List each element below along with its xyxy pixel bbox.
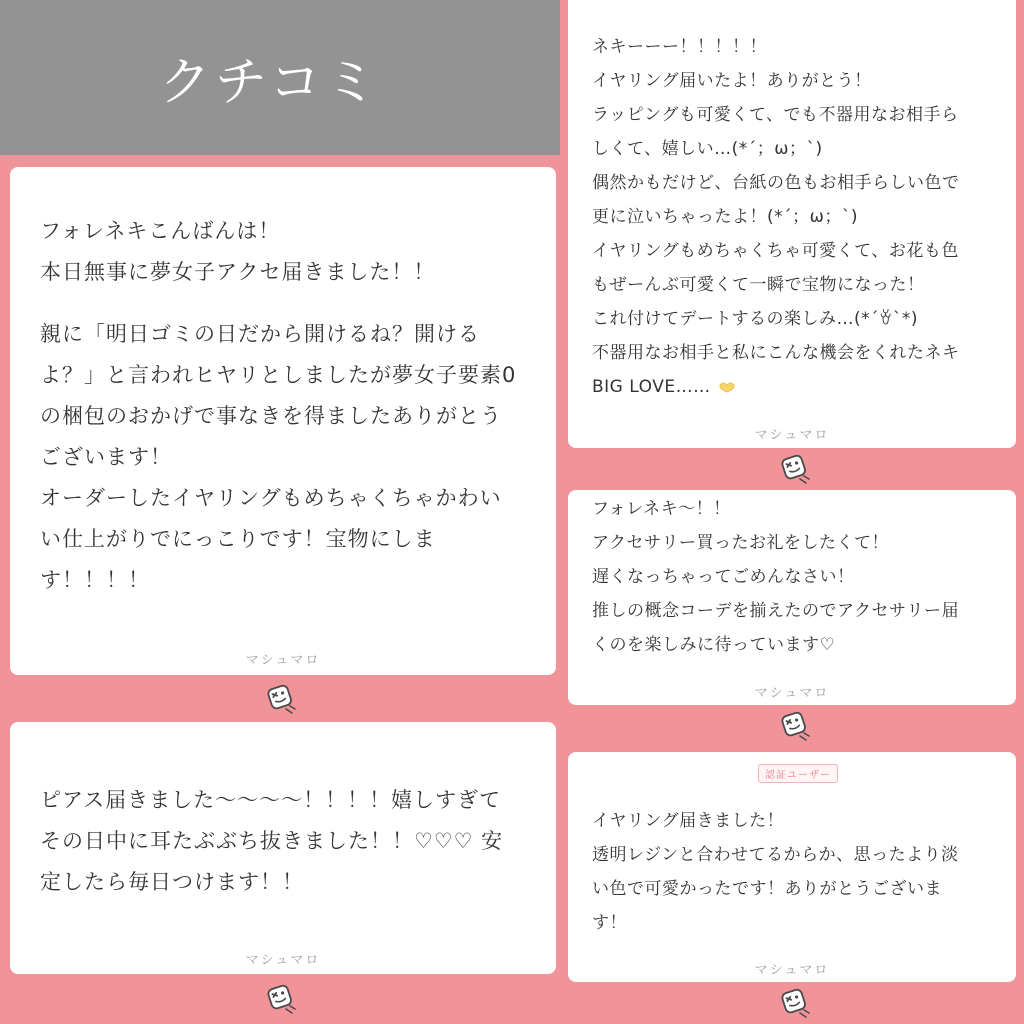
review-line: くのを楽しみに待っています♡ [592, 635, 836, 655]
review-line: ラッピングも可愛くて、でも不器用なお相手ら [592, 105, 959, 125]
verified-user-badge: 認証ユーザー [758, 764, 838, 783]
review-line: これ付けてデートするの楽しみ…(*´ꈊ`*) [592, 309, 919, 329]
heart-hands-emoji [718, 381, 736, 393]
source-label: マシュマロ [754, 686, 830, 701]
blank-line [40, 293, 516, 314]
marshmallow-mascot-icon [262, 680, 298, 716]
review-line: す！！！！ [40, 568, 150, 592]
review-line: 透明レジンと合わせてるからか、思ったより淡 [592, 845, 959, 865]
review-line: ネキーーー！！！！！ [592, 37, 767, 57]
review-line: い仕上がりでにっこりです！宝物にしま [40, 527, 436, 551]
review-body [40, 780, 503, 903]
review-body [40, 211, 516, 601]
review-line: フォレネキ〜！！ [592, 499, 731, 519]
review-line: その日中に耳たぶぶち抜きました！！♡♡♡ 安 [40, 829, 504, 853]
review-line: しくて、嬉しい…(*´；ω；`) [592, 139, 823, 159]
source-label: マシュマロ [245, 653, 321, 668]
review-body [592, 804, 959, 940]
review-line: イヤリングもめちゃくちゃ可愛くて、お花も色 [592, 241, 959, 261]
review-card-2 [10, 722, 556, 974]
review-card-4 [568, 490, 1016, 705]
review-card-5 [568, 752, 1016, 982]
review-line: い色で可愛かったです！ありがとうございま [592, 879, 942, 899]
review-lines [592, 30, 960, 370]
review-line: よ？」と言われヒヤリとしましたが夢女子要素0 [40, 363, 517, 387]
review-line: フォレネキこんばんは！ [40, 219, 281, 243]
review-line: す！ [592, 913, 627, 933]
review-line: 推しの概念コーデを揃えたのでアクセサリー届 [592, 601, 959, 621]
review-line: もぜーんぶ可愛くて一瞬で宝物になった！ [592, 275, 925, 295]
marshmallow-mascot-icon [776, 984, 812, 1020]
review-line: 親に「明日ゴミの日だから開けるね？開ける [40, 322, 480, 346]
review-line: 本日無事に夢女子アクセ届きました！！ [40, 260, 436, 284]
review-body [592, 30, 960, 404]
review-line: 不器用なお相手と私にこんな機会をくれたネキ [592, 343, 960, 363]
review-line: 偶然かもだけど、台紙の色もお相手らしい色で [592, 173, 960, 193]
review-line: 遅くなっちゃってごめんなさい！ [592, 567, 855, 587]
review-body [592, 492, 959, 662]
review-line: 定したら毎日つけます！！ [40, 870, 304, 894]
review-line: ピアス届きました〜〜〜〜！！！！嬉しすぎて [40, 788, 502, 812]
header-banner [0, 0, 560, 155]
marshmallow-mascot-icon [776, 450, 812, 486]
review-line: アクセサリー買ったお礼をしたくて！ [592, 533, 889, 553]
page-title: クチコミ [159, 53, 381, 113]
source-label: マシュマロ [754, 428, 830, 443]
review-card-3 [568, 0, 1016, 448]
review-last-line: BIG LOVE…… [592, 370, 960, 404]
marshmallow-mascot-icon [262, 980, 298, 1016]
review-line: ございます！ [40, 445, 172, 469]
marshmallow-mascot-icon [776, 707, 812, 743]
source-label: マシュマロ [754, 963, 830, 978]
review-card-1 [10, 167, 556, 675]
source-label: マシュマロ [245, 953, 321, 968]
review-line: の梱包のおかげで事なきを得ましたありがとう [40, 404, 502, 428]
review-line: 更に泣いちゃったよ！(*´；ω；`) [592, 207, 858, 227]
review-line: イヤリング届いたよ！ありがとう！ [592, 71, 872, 91]
review-line: オーダーしたイヤリングもめちゃくちゃかわい [40, 486, 502, 510]
review-line: イヤリング届きました！ [592, 811, 785, 831]
